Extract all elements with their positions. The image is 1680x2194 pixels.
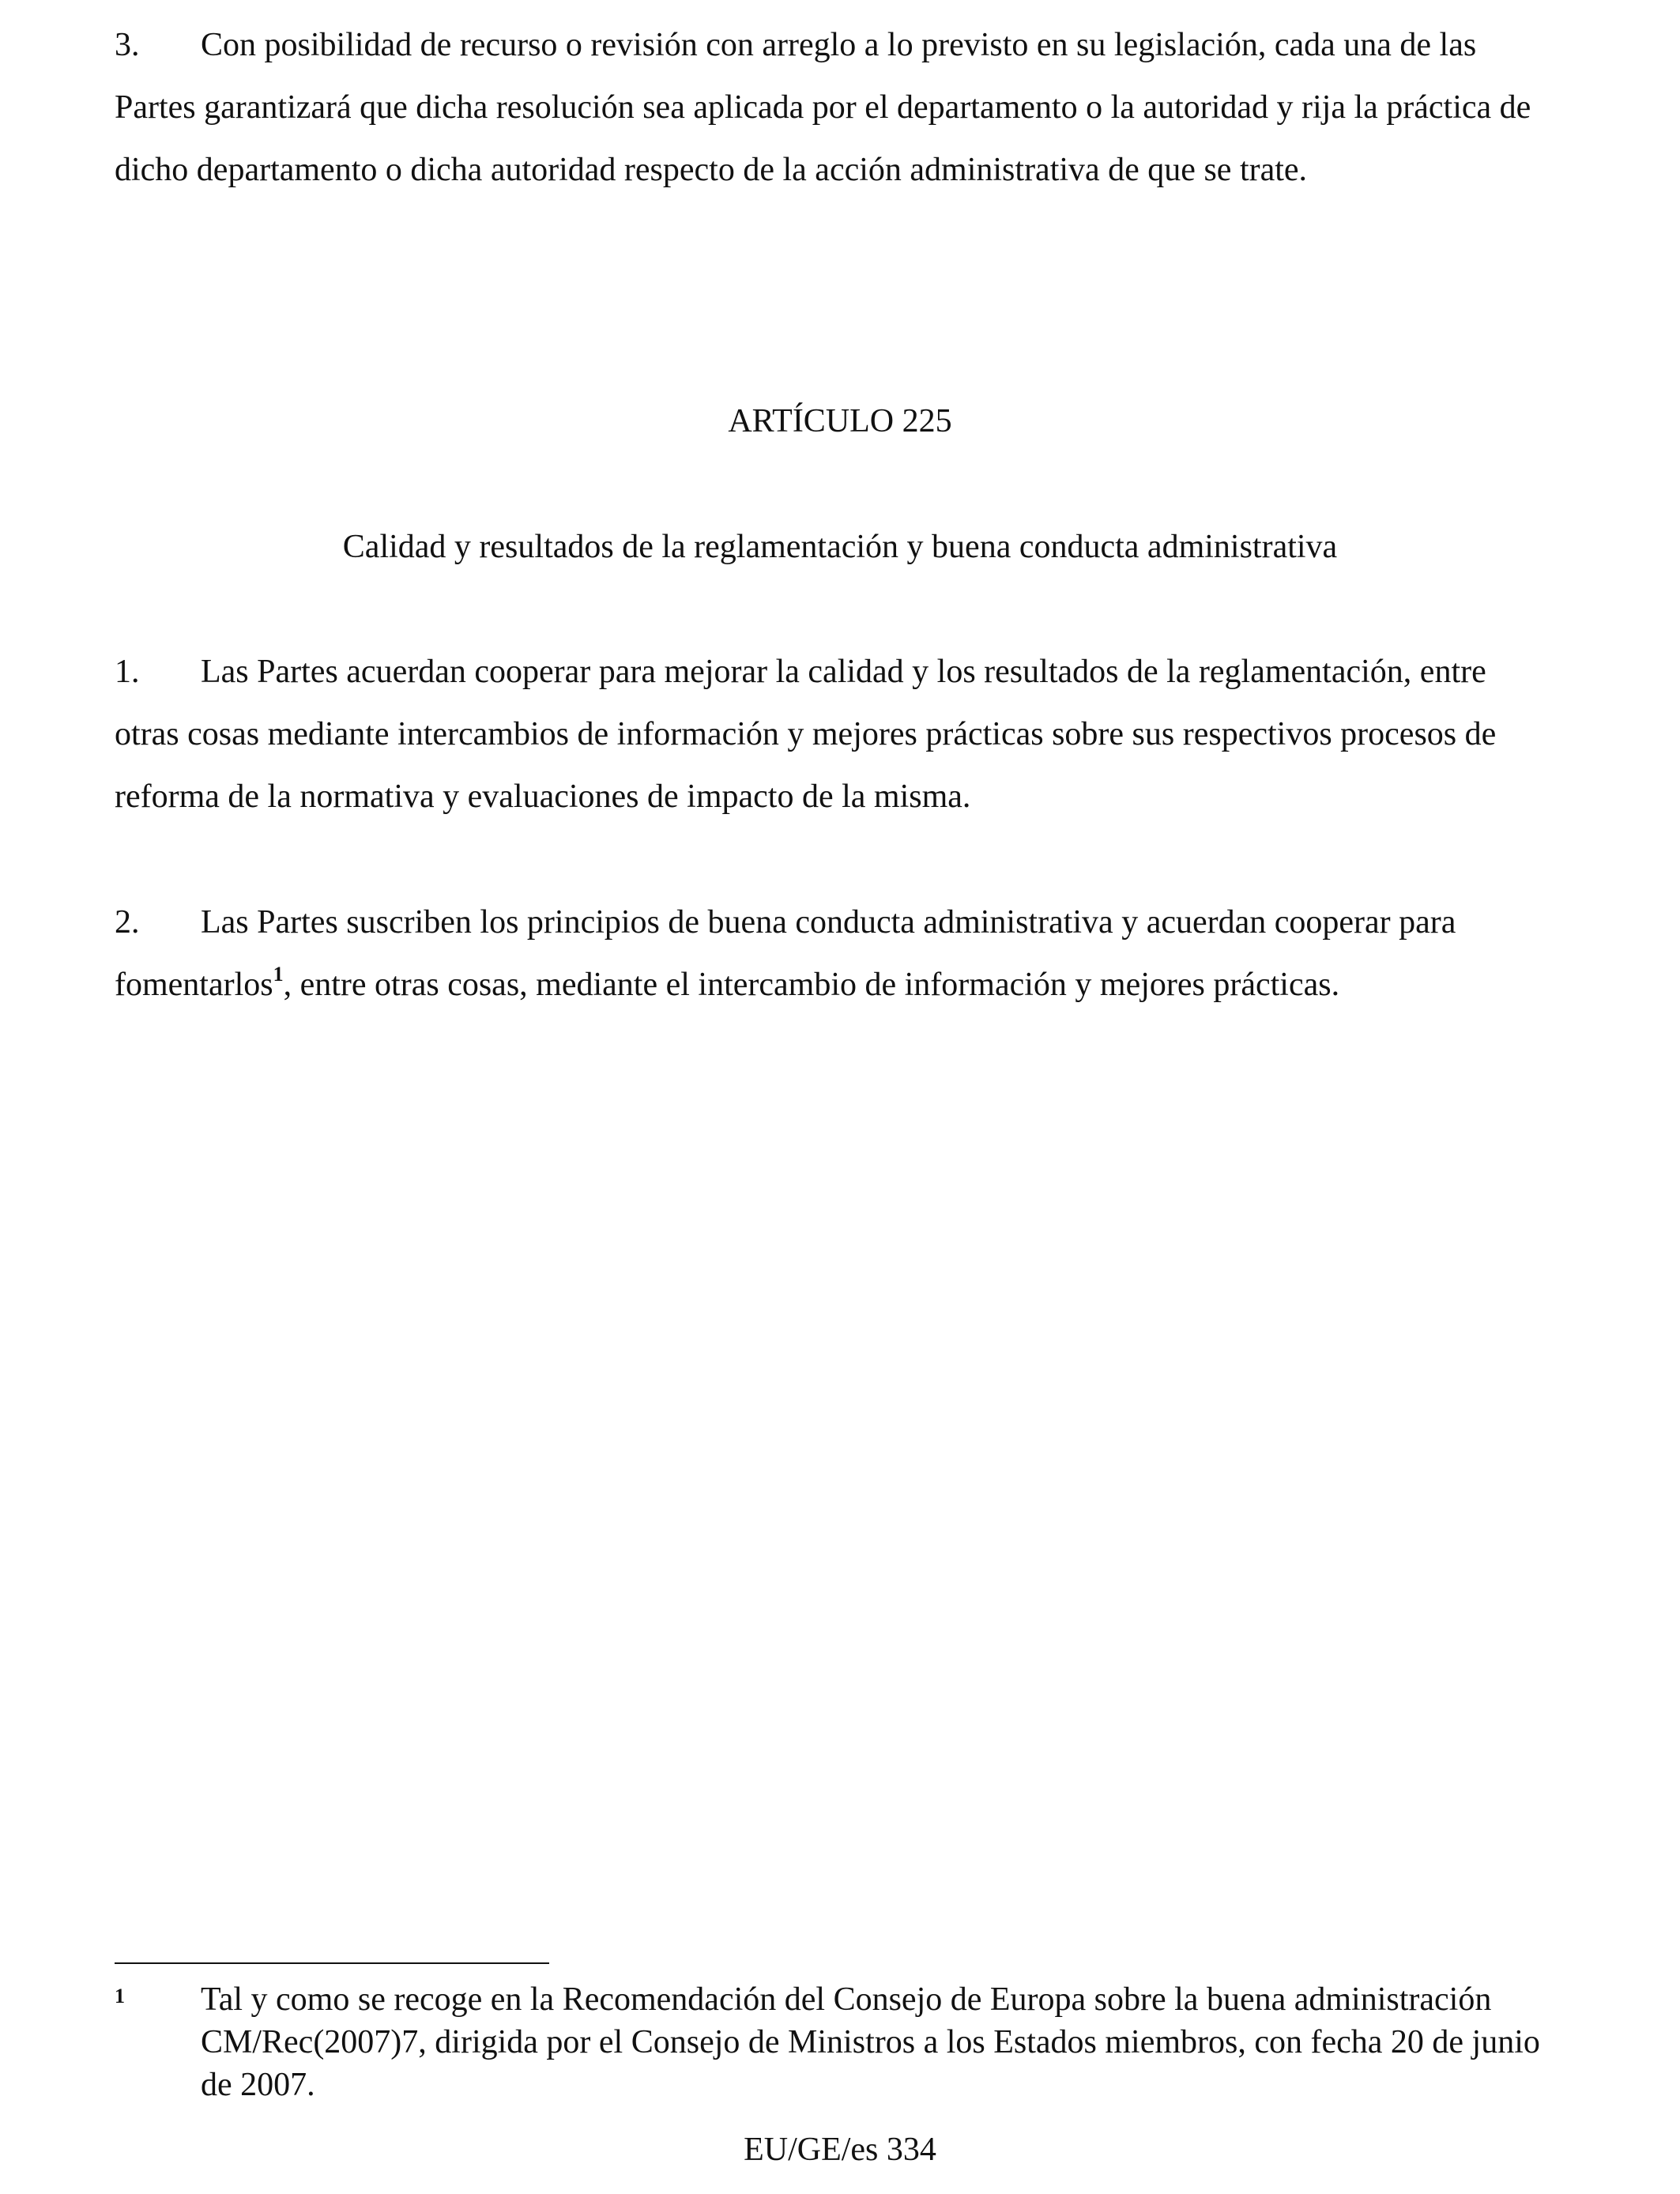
paragraph-number: 2. bbox=[115, 904, 140, 941]
footnote-mark: 1 bbox=[115, 1985, 125, 2007]
article-title: Calidad y resultados de la reglamentación y buena conducta administrativa bbox=[342, 529, 1338, 565]
paragraph-3 bbox=[115, 14, 1537, 202]
footnote-reference[interactable]: 1 bbox=[273, 963, 284, 986]
paragraph-text: Las Partes acuerdan cooperar para mejorar la calidad y los resultados de la reglamentación, entre otras cosas mediante intercambios de información y mejores prácticas sobre sus respectivos procesos de reforma de la normativa y evaluaciones de impacto de la misma. bbox=[115, 654, 1497, 815]
paragraph-number: 3. bbox=[115, 27, 140, 63]
article-heading: ARTÍCULO 225 bbox=[728, 403, 952, 439]
paragraph-text: Las Partes suscriben los principios de buena conducta administrativa y acuerdan cooperar para fomentarlos bbox=[115, 904, 1456, 1003]
footnote-text: Tal y como se recoge en la Recomendación del Consejo de Europa sobre la buena administración CM/Rec(2007)7, dirigida por el Consejo de Ministros a los Estados miembros, con fecha 20 de junio de 2007. bbox=[201, 1981, 1540, 2103]
footnote-separator bbox=[115, 1962, 549, 1964]
paragraph-number: 1. bbox=[115, 654, 140, 690]
paragraph-text: Con posibilidad de recurso o revisión con arreglo a lo previsto en su legislación, cada una de las Partes garantizará que dicha resolución sea aplicada por el departamento o la autoridad y rija la práctica de dicho departamento o dicha autoridad respecto de la acción administrativa de que se trate. bbox=[115, 27, 1531, 188]
paragraph-text-continued: , entre otras cosas, mediante el intercambio de información y mejores prácticas. bbox=[283, 967, 1340, 1003]
article-paragraph-2 bbox=[115, 892, 1537, 1016]
article-paragraph-1 bbox=[115, 641, 1537, 828]
footnote bbox=[115, 1978, 1569, 2106]
page-number: EU/GE/es 334 bbox=[744, 2132, 936, 2168]
